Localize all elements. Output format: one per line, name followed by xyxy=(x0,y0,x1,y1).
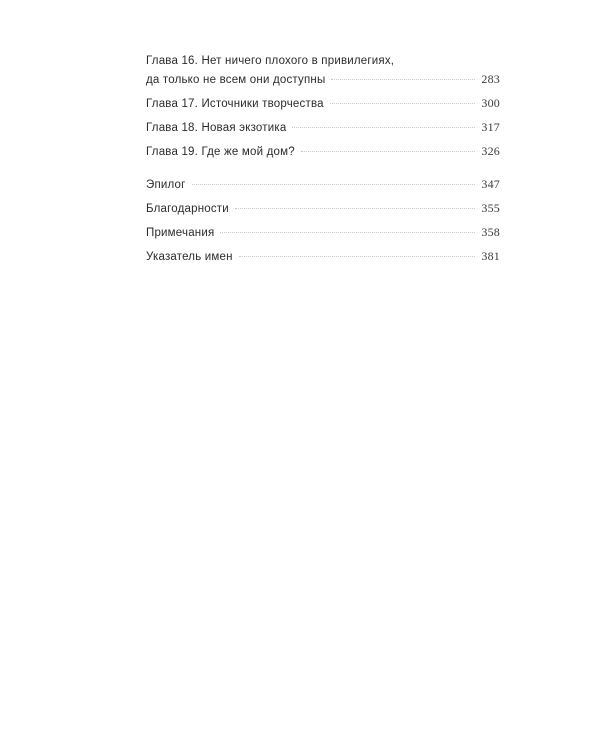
toc-page-number: 317 xyxy=(481,120,500,134)
toc-page-number: 381 xyxy=(481,249,500,263)
table-of-contents xyxy=(146,52,500,266)
toc-entry-title: Глава 19. Где же мой дом? xyxy=(146,146,295,158)
dot-leader xyxy=(331,79,475,80)
toc-entry-title: Благодарности xyxy=(146,203,229,215)
toc-entry-title: Указатель имен xyxy=(146,251,233,263)
dot-leader xyxy=(220,232,475,233)
toc-entry-epilogue[interactable] xyxy=(146,175,500,194)
toc-entry-title-line1: Глава 16. Нет ничего плохого в привилегиях, xyxy=(146,55,395,67)
toc-entry-chapter-18[interactable] xyxy=(146,118,500,137)
toc-entry-name-index[interactable] xyxy=(146,247,500,266)
dot-leader xyxy=(235,208,475,209)
toc-page-number: 300 xyxy=(481,96,500,110)
toc-page-number: 347 xyxy=(481,177,500,191)
toc-entry-title: Глава 18. Новая экзотика xyxy=(146,122,287,134)
toc-entry-title: да только не всем они доступны xyxy=(146,74,326,86)
dot-leader xyxy=(301,151,476,152)
toc-entry-chapter-19[interactable] xyxy=(146,142,500,161)
toc-entry-chapter-17[interactable] xyxy=(146,94,500,113)
dot-leader xyxy=(239,256,476,257)
toc-entry-title: Глава 17. Источники творчества xyxy=(146,98,324,110)
dot-leader xyxy=(292,127,475,128)
toc-page-number: 355 xyxy=(481,201,500,215)
toc-entry-notes[interactable] xyxy=(146,223,500,242)
toc-entry-title: Эпилог xyxy=(146,179,186,191)
toc-page-number: 283 xyxy=(481,72,500,86)
toc-entry-chapter-16[interactable] xyxy=(146,52,500,89)
dot-leader xyxy=(192,184,476,185)
toc-page-number: 358 xyxy=(481,225,500,239)
dot-leader xyxy=(330,103,476,104)
toc-entry-acknowledgments[interactable] xyxy=(146,199,500,218)
toc-entry-title: Примечания xyxy=(146,227,215,239)
toc-page-number: 326 xyxy=(481,144,500,158)
